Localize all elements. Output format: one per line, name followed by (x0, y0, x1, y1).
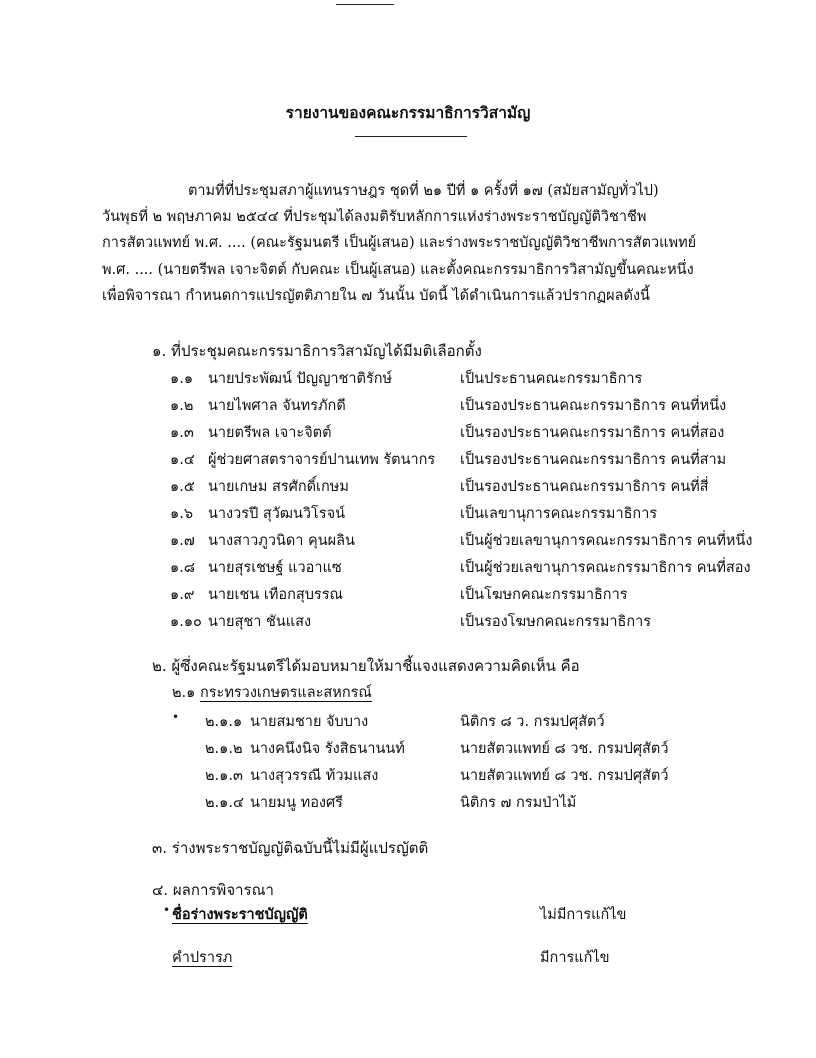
member-name: นายสุชา ชันแสง (208, 614, 312, 630)
member-position: เป็นรองประธานคณะกรรมาธิการ คนที่สี่ (460, 479, 709, 495)
representative-position: นายสัตวแพทย์ ๘ วช. กรมปศุสัตว์ (460, 741, 669, 757)
member-name: นางวรปี สุวัฒนวิโรจน์ (208, 506, 346, 522)
intro-paragraph (102, 178, 752, 309)
member-position: เป็นผู้ช่วยเลขานุการคณะกรรมาธิการ คนที่สอง (460, 560, 751, 576)
representative-number: ๒.๑.๑ (205, 714, 243, 730)
subheading-number: ๒.๑ (172, 685, 196, 701)
section4-heading: ๔. ผลการพิจารณา (152, 881, 274, 899)
member-position: เป็นผู้ช่วยเลขานุการคณะกรรมาธิการ คนที่หนึ่ง (460, 533, 753, 549)
representative-position: นิติกร ๗ กรมป่าไม้ (460, 795, 577, 811)
section2-heading: ๒. ผู้ซึ่งคณะรัฐมนตรีได้มอบหมายให้มาชี้แจงแสดงความคิดเห็น คือ (152, 657, 580, 675)
result-label: ชื่อร่างพระราชบัญญัติ (172, 906, 308, 923)
representative-position: นิติกร ๘ ว. กรมปศุสัตว์ (460, 714, 605, 730)
member-position: เป็นรองประธานคณะกรรมาธิการ คนที่สาม (460, 452, 727, 468)
member-name: นายเกษม สรศักดิ์เกษม (208, 479, 349, 495)
representative-name: นายมนู ทองศรี (250, 795, 343, 811)
intro-line: พ.ศ. .... (นายตรีพล เจาะจิตต์ กับคณะ เป็นผู้เสนอ) และตั้งคณะกรรมาธิการวิสามัญขึ้นคณะหนึ่ง (102, 261, 694, 278)
intro-line: ตามที่ที่ประชุมสภาผู้แทนราษฎร ชุดที่ ๒๑ ปีที่ ๑ ครั้งที่ ๑๗ (สมัยสามัญทั่วไป) (188, 183, 659, 199)
member-name: นายตรีพล เจาะจิตต์ (208, 425, 332, 441)
member-name: นางสาวภูวนิดา คุนผลิน (208, 533, 355, 549)
member-number: ๑.๑ (170, 371, 194, 387)
top-rule (336, 4, 394, 5)
member-name: นายประพัฒน์ ปัญญาชาติรักษ์ (208, 371, 393, 387)
section1-heading: ๑. ที่ประชุมคณะกรรมาธิการวิสามัญได้มีมติเลือกตั้ง (152, 342, 482, 360)
result-value: ไม่มีการแก้ไข (540, 907, 627, 923)
section3-heading: ๓. ร่างพระราชบัญญัติฉบับนี้ไม่มีผู้แปรญัตติ (152, 839, 429, 857)
member-position: เป็นโฆษกคณะกรรมาธิการ (460, 587, 628, 603)
member-position: เป็นรองโฆษกคณะกรรมาธิการ (460, 614, 652, 630)
representative-name: นางคนึงนิจ รังสิธนานนท์ (250, 741, 405, 757)
title-underline (355, 136, 467, 137)
member-number: ๑.๖ (170, 506, 194, 522)
representative-number: ๒.๑.๓ (205, 768, 243, 784)
member-position: เป็นรองประธานคณะกรรมาธิการ คนที่หนึ่ง (460, 398, 727, 414)
member-position: เป็นรองประธานคณะกรรมาธิการ คนที่สอง (460, 425, 725, 441)
ministry-name: กระทรวงเกษตรและสหกรณ์ (199, 685, 372, 701)
intro-line: การสัตวแพทย์ พ.ศ. .... (คณะรัฐมนตรี เป็นผู้เสนอ) และร่างพระราชบัญญัติวิชาชีพการสัตวแพทย์ (102, 235, 697, 252)
result-label: คำปรารภ (172, 950, 233, 966)
result-value: มีการแก้ไข (540, 950, 610, 966)
member-name: นายสุรเชษฐ์ แวอาแซ (208, 560, 342, 576)
member-number: ๑.๔ (170, 452, 195, 468)
member-number: ๑.๓ (170, 425, 194, 441)
member-number: ๑.๙ (170, 587, 195, 603)
representative-number: ๒.๑.๔ (205, 795, 244, 811)
representative-position: นายสัตวแพทย์ ๘ วช. กรมปศุสัตว์ (460, 768, 669, 784)
member-name: ผู้ช่วยศาสตราจารย์ปานเทพ รัตนากร (208, 452, 436, 468)
member-number: ๑.๗ (170, 533, 195, 549)
scan-speck: • (163, 903, 171, 917)
representative-number: ๒.๑.๒ (205, 741, 243, 757)
member-number: ๑.๒ (170, 398, 194, 414)
member-name: นายไพศาล จันทรภักดี (208, 398, 346, 414)
intro-line: วันพุธที่ ๒ พฤษภาคม ๒๕๔๔ ที่ประชุมได้ลงมติรับหลักการแห่งร่างพระราชบัญญัติวิชาชีพ (102, 209, 647, 226)
member-number: ๑.๘ (170, 560, 195, 576)
intro-line: เพื่อพิจารณา กำหนดการแปรญัตติภายใน ๗ วันนั้น บัดนี้ ได้ดำเนินการแล้วปรากฏผลดังนี้ (102, 287, 650, 304)
member-position: เป็นประธานคณะกรรมาธิการ (460, 371, 643, 387)
member-number: ๑.๕ (170, 479, 195, 495)
member-position: เป็นเลขานุการคณะกรรมาธิการ (460, 506, 658, 522)
member-number: ๑.๑๐ (170, 614, 202, 630)
representative-name: นางสุวรรณี ท้วมแสง (250, 768, 379, 784)
representative-name: นายสมชาย จับบาง (250, 714, 369, 730)
scan-speck: • (172, 710, 180, 724)
report-title: รายงานของคณะกรรมาธิการวิสามัญ (285, 103, 531, 122)
member-name: นายเชน เทือกสุบรรณ (208, 587, 343, 603)
section2-subheading (172, 681, 372, 704)
